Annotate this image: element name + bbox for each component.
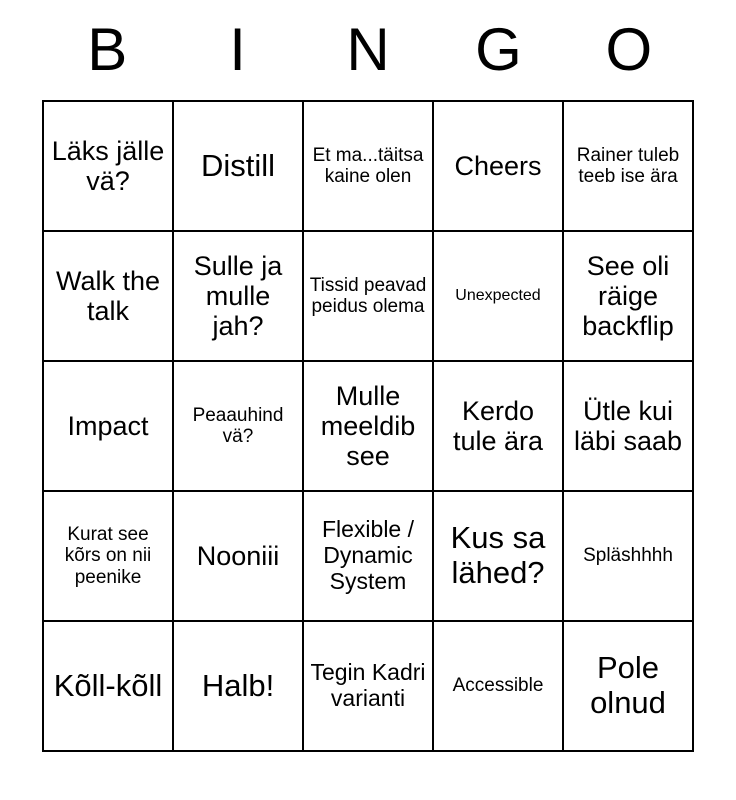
- bingo-cell-label: Tegin Kadri varianti: [310, 659, 426, 711]
- bingo-cell[interactable]: [434, 102, 564, 232]
- bingo-cell-label: Läks jälle vä?: [51, 135, 165, 196]
- bingo-cell[interactable]: [174, 492, 304, 622]
- bingo-cell-label: Et ma...täitsa kaine olen: [312, 144, 424, 187]
- bingo-cell-label: Spläshhhh: [583, 545, 673, 567]
- header-letter-n: N: [346, 16, 390, 83]
- bingo-cell-label: Unexpected: [455, 287, 541, 305]
- bingo-cell[interactable]: [44, 362, 174, 492]
- bingo-cell-label: Accessible: [452, 675, 544, 697]
- bingo-cell-label: Kerdo tule ära: [452, 395, 544, 456]
- header-letter-o: O: [605, 16, 653, 83]
- bingo-cell[interactable]: [44, 622, 174, 752]
- bingo-cell-label: Impact: [67, 410, 149, 441]
- bingo-cell[interactable]: [564, 102, 694, 232]
- bingo-grid: [42, 100, 694, 752]
- bingo-cell-label: Nooniii: [196, 540, 280, 571]
- bingo-cell[interactable]: [434, 622, 564, 752]
- bingo-cell[interactable]: [304, 362, 434, 492]
- bingo-cell-label: Halb!: [201, 667, 275, 703]
- bingo-cell[interactable]: [174, 622, 304, 752]
- bingo-cell[interactable]: [434, 362, 564, 492]
- header-letter-b: B: [87, 16, 128, 83]
- bingo-cell-label: Ütle kui läbi saab: [573, 395, 683, 456]
- bingo-cell[interactable]: [304, 492, 434, 622]
- bingo-cell-label: Rainer tuleb teeb ise ära: [576, 144, 680, 187]
- bingo-cell[interactable]: [304, 622, 434, 752]
- bingo-cell[interactable]: [174, 102, 304, 232]
- header-letter-i: I: [229, 16, 246, 83]
- bingo-cell-label: Distill: [200, 147, 276, 183]
- bingo-cell-label: Walk the talk: [55, 265, 161, 326]
- bingo-cell-label: Kurat see kõrs on nii peenike: [64, 524, 152, 588]
- bingo-cell[interactable]: [174, 232, 304, 362]
- bingo-cell-label: Kus sa lähed?: [450, 520, 546, 590]
- bingo-cell[interactable]: [304, 232, 434, 362]
- bingo-cell[interactable]: [44, 492, 174, 622]
- bingo-cell[interactable]: [564, 622, 694, 752]
- bingo-cell-label: Tissid peavad peidus olema: [309, 274, 427, 317]
- bingo-cell[interactable]: [564, 232, 694, 362]
- bingo-cell[interactable]: [564, 492, 694, 622]
- bingo-cell[interactable]: [174, 362, 304, 492]
- bingo-cell-label: Pole olnud: [590, 650, 666, 720]
- bingo-cell-label: Mulle meeldib see: [320, 380, 416, 472]
- bingo-cell-label: See oli räige backflip: [582, 250, 674, 342]
- bingo-cell[interactable]: [44, 232, 174, 362]
- bingo-cell[interactable]: [304, 102, 434, 232]
- bingo-cell-label: Sulle ja mulle jah?: [193, 250, 283, 342]
- bingo-cell[interactable]: [564, 362, 694, 492]
- bingo-header: [42, 0, 694, 100]
- bingo-cell[interactable]: [434, 492, 564, 622]
- bingo-cell[interactable]: [434, 232, 564, 362]
- bingo-cell-label: Flexible / Dynamic System: [321, 516, 415, 594]
- bingo-cell-label: Peaauhind vä?: [192, 404, 284, 447]
- bingo-cell-label: Cheers: [454, 150, 542, 181]
- bingo-cell-label: Kõll-kõll: [53, 667, 163, 703]
- bingo-cell[interactable]: [44, 102, 174, 232]
- header-letter-g: G: [475, 16, 522, 83]
